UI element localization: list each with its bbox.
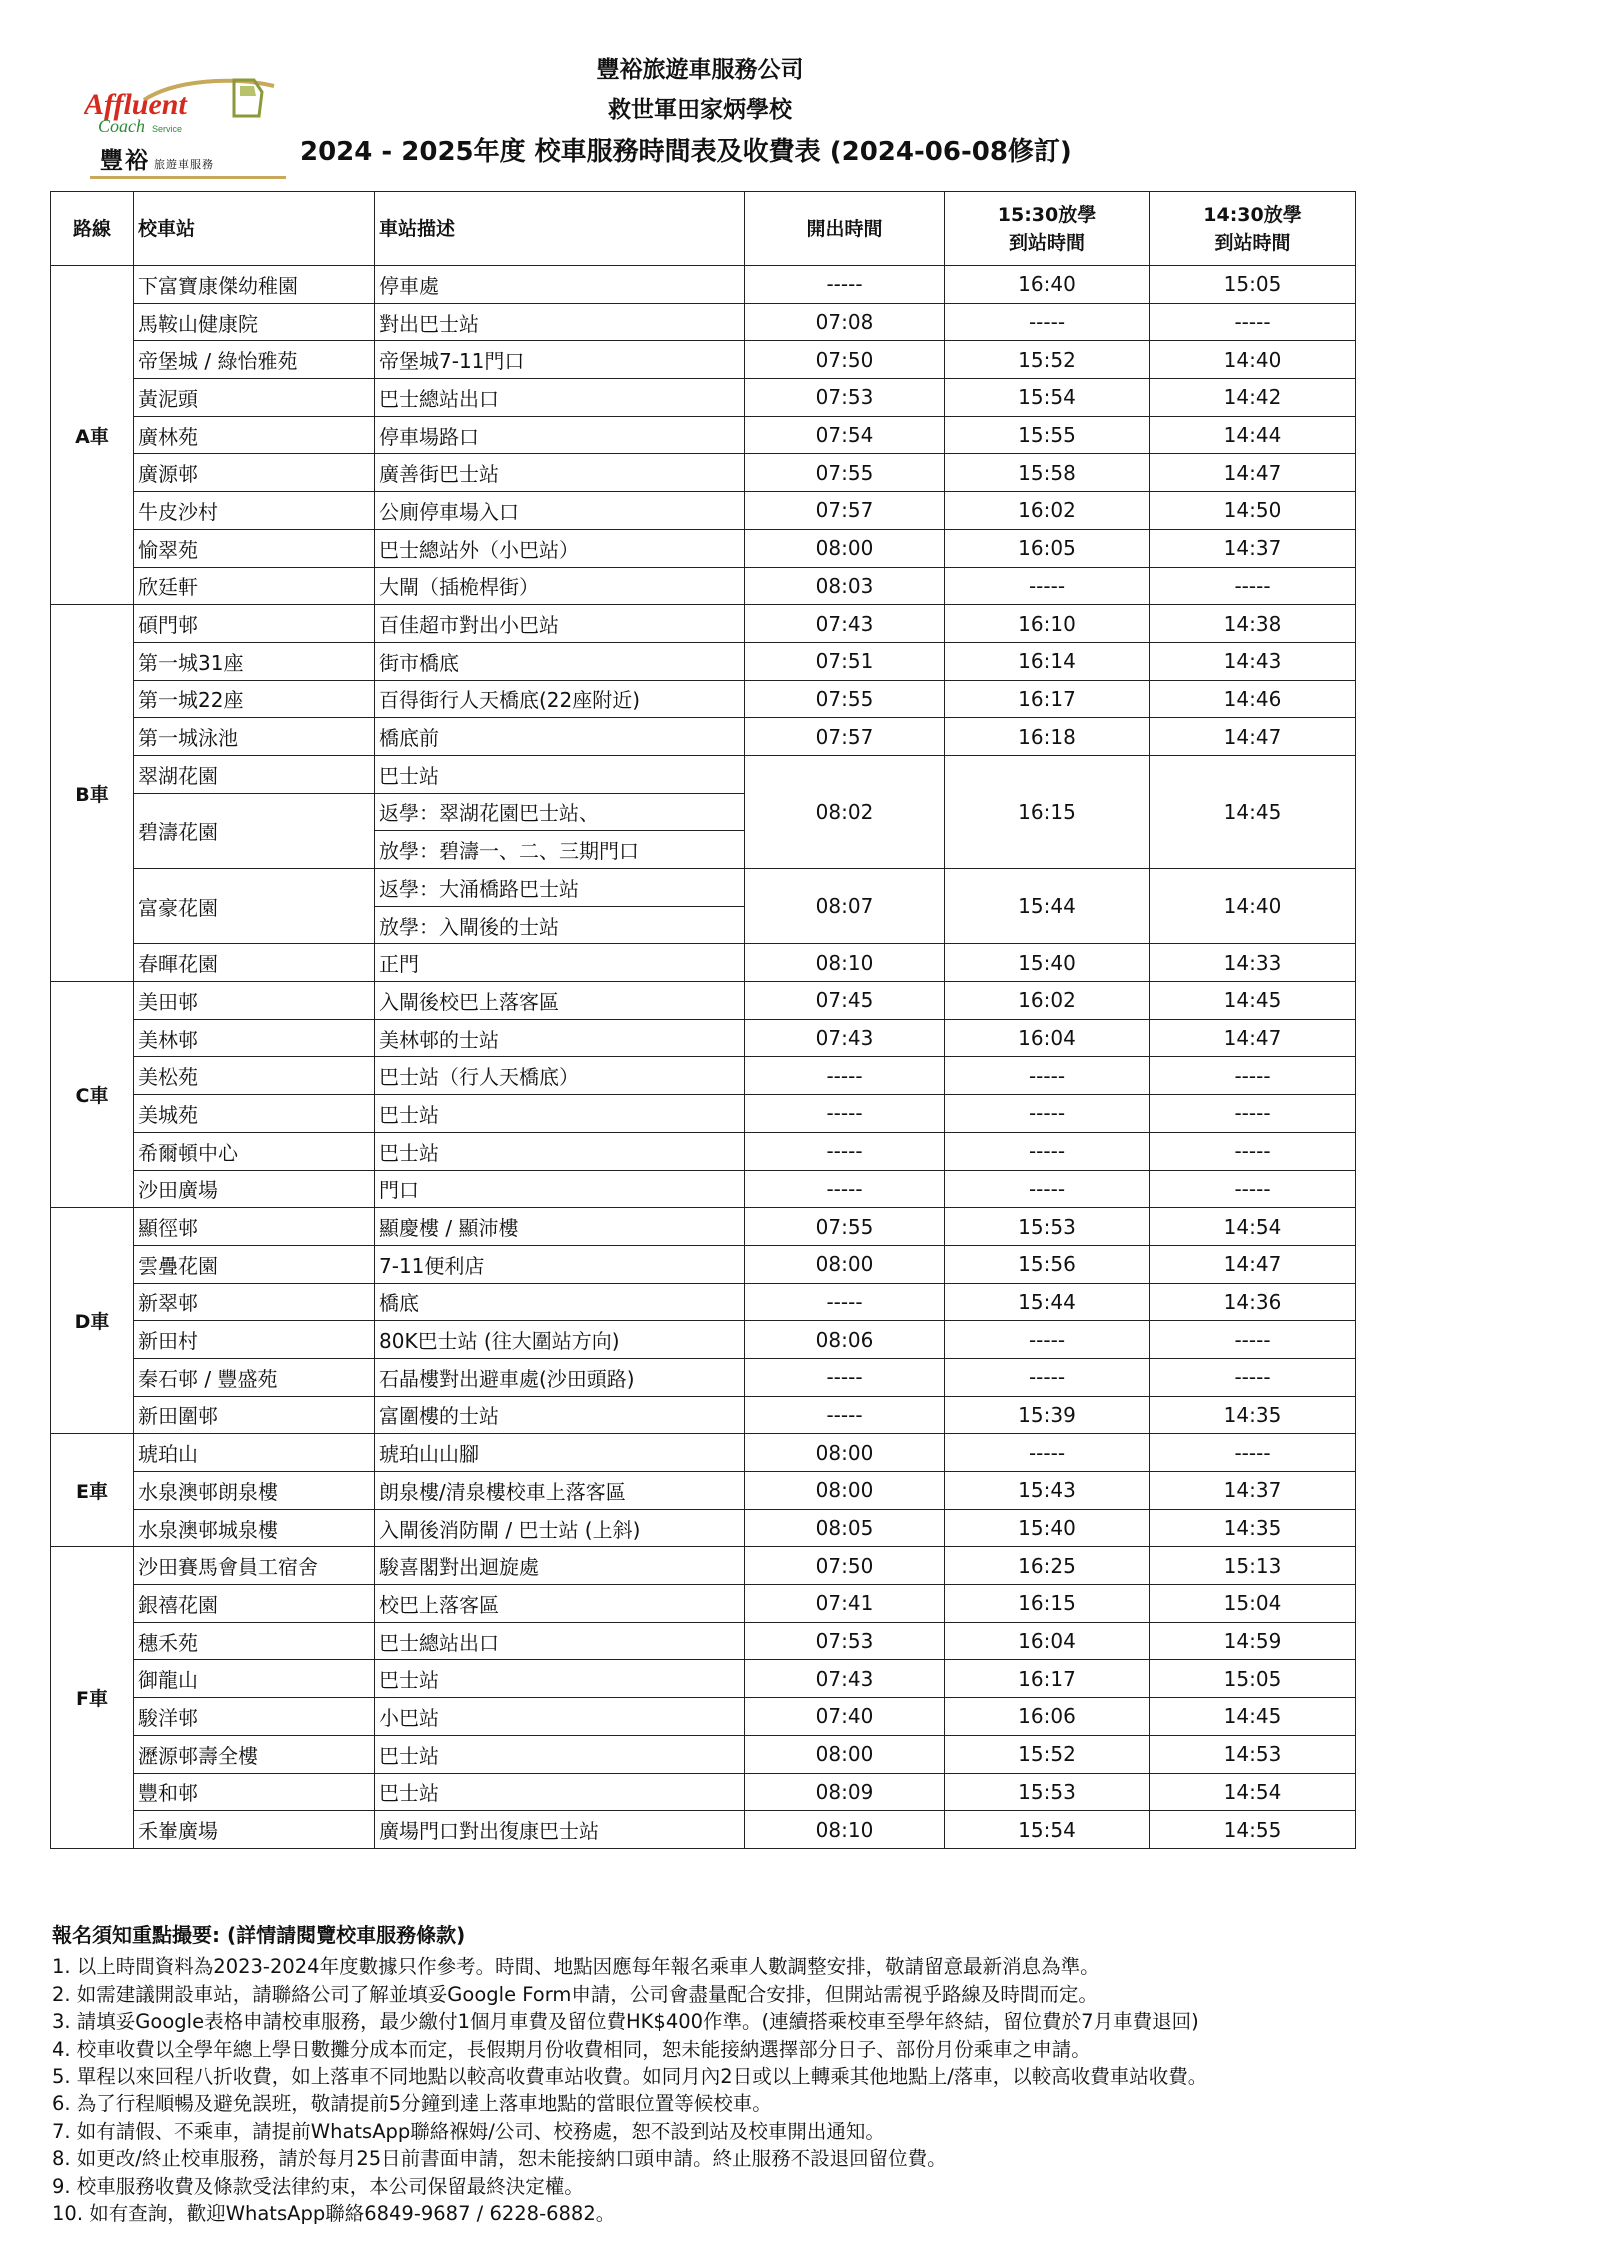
stop-name: 美林邨 — [134, 1019, 375, 1057]
arrive-1430: ----- — [1150, 1321, 1356, 1359]
list-item: 1. 以上時間資料為2023-2024年度數據只作參考。時間、地點因應每年報名乘車人數調整安排，敬請留意最新消息為準。 — [52, 1955, 1100, 1979]
depart-time: ----- — [745, 266, 945, 304]
depart-time: 08:02 — [745, 755, 945, 868]
arrive-1530: 15:53 — [945, 1208, 1150, 1246]
col-header-1530-line2: 到站時間 — [1008, 231, 1085, 254]
arrive-1430: 15:13 — [1150, 1547, 1356, 1585]
list-item: 3. 請填妥Google表格申請校車服務，最少繳付1個月車費及留位費HK$400作準。(連續搭乘校車至學年終結，留位費於7月車費退回) — [52, 2010, 1199, 2034]
stop-name: 廣林苑 — [134, 416, 375, 454]
arrive-1430: 14:54 — [1150, 1773, 1356, 1811]
arrive-1430: 14:35 — [1150, 1396, 1356, 1434]
depart-time: 08:06 — [745, 1321, 945, 1359]
arrive-1430: 14:47 — [1150, 1019, 1356, 1057]
depart-time: 08:10 — [745, 944, 945, 982]
col-header-depart: 開出時間 — [745, 192, 945, 266]
table-row — [51, 680, 1356, 718]
table-row — [51, 1132, 1356, 1170]
table-row — [51, 379, 1356, 417]
arrive-1530: ----- — [945, 1132, 1150, 1170]
depart-time: 07:55 — [745, 680, 945, 718]
stop-desc: 停車處 — [375, 266, 745, 304]
stop-desc: 小巴站 — [375, 1698, 745, 1736]
depart-time: 08:00 — [745, 1472, 945, 1510]
arrive-1530: ----- — [945, 1057, 1150, 1095]
table-row — [51, 1698, 1356, 1736]
stop-desc: 百佳超市對出小巴站 — [375, 605, 745, 643]
col-header-route: 路線 — [51, 192, 134, 266]
arrive-1430: 14:46 — [1150, 680, 1356, 718]
table-row — [51, 454, 1356, 492]
table-row — [51, 1811, 1356, 1849]
arrive-1530: 16:40 — [945, 266, 1150, 304]
depart-time: 07:50 — [745, 341, 945, 379]
stop-name: 富豪花園 — [134, 869, 375, 944]
depart-time: 07:08 — [745, 303, 945, 341]
list-item: 8. 如更改/終止校車服務，請於每月25日前書面申請，恕未能接納口頭申請。終止服務不設退回留位費。 — [52, 2147, 947, 2171]
schedule-table — [50, 191, 1356, 1849]
stop-name: 下富寶康傑幼稚園 — [134, 266, 375, 304]
table-row — [51, 642, 1356, 680]
stop-desc: 正門 — [375, 944, 745, 982]
col-header-stop: 校車站 — [134, 192, 375, 266]
arrive-1530: 16:17 — [945, 680, 1150, 718]
stop-desc: 巴士站 — [375, 1132, 745, 1170]
logo-brand-sub: Coach — [98, 116, 145, 136]
table-row — [51, 605, 1356, 643]
depart-time: 08:00 — [745, 1245, 945, 1283]
route-label-d: D車 — [51, 1208, 134, 1434]
arrive-1430: 14:37 — [1150, 529, 1356, 567]
depart-time: ----- — [745, 1057, 945, 1095]
arrive-1530: ----- — [945, 1358, 1150, 1396]
depart-time: 07:45 — [745, 982, 945, 1020]
table-row — [51, 492, 1356, 530]
notes-list — [52, 1953, 1552, 2227]
table-row — [51, 266, 1356, 304]
arrive-1530: 15:52 — [945, 341, 1150, 379]
stop-name: 御龍山 — [134, 1660, 375, 1698]
depart-time: 07:57 — [745, 718, 945, 756]
table-row — [51, 1208, 1356, 1246]
stop-desc: 入閘後消防閘 / 巴士站 (上斜) — [375, 1509, 745, 1547]
stop-desc: 大閘（插桅桿街） — [375, 567, 745, 605]
stop-desc: 廣善街巴士站 — [375, 454, 745, 492]
arrive-1430: 15:04 — [1150, 1585, 1356, 1623]
arrive-1530: ----- — [945, 1170, 1150, 1208]
document-header — [0, 50, 1400, 174]
arrive-1530: 16:14 — [945, 642, 1150, 680]
depart-time: 07:40 — [745, 1698, 945, 1736]
table-row — [51, 1622, 1356, 1660]
stop-name: 沙田賽馬會員工宿舍 — [134, 1547, 375, 1585]
arrive-1430: 14:59 — [1150, 1622, 1356, 1660]
table-row — [51, 1358, 1356, 1396]
stop-name: 廣源邨 — [134, 454, 375, 492]
table-row — [51, 416, 1356, 454]
depart-time: ----- — [745, 1358, 945, 1396]
depart-time: 07:55 — [745, 1208, 945, 1246]
depart-time: 07:53 — [745, 1622, 945, 1660]
stop-name: 顯徑邨 — [134, 1208, 375, 1246]
stop-name: 翠湖花園 — [134, 755, 375, 793]
depart-time: 08:00 — [745, 529, 945, 567]
logo-brand-sub2: Service — [152, 124, 183, 134]
arrive-1430: 14:45 — [1150, 1698, 1356, 1736]
stop-desc: 巴士站 — [375, 1095, 745, 1133]
stop-name: 黃泥頭 — [134, 379, 375, 417]
table-row — [51, 1585, 1356, 1623]
arrive-1430: 14:54 — [1150, 1208, 1356, 1246]
table-row — [51, 1321, 1356, 1359]
depart-time: 08:00 — [745, 1434, 945, 1472]
list-item: 10. 如有查詢，歡迎WhatsApp聯絡6849-9687 / 6228-6882。 — [52, 2202, 616, 2226]
logo-brand-cn-main: 豐裕 — [100, 148, 150, 174]
stop-name: 水泉澳邨城泉樓 — [134, 1509, 375, 1547]
col-header-1430-line2: 到站時間 — [1214, 231, 1291, 254]
table-row — [51, 529, 1356, 567]
stop-desc: 80K巴士站 (往大圍站方向) — [375, 1321, 745, 1359]
arrive-1530: 16:15 — [945, 755, 1150, 868]
arrive-1430: 14:40 — [1150, 341, 1356, 379]
stop-desc: 百得街行人天橋底(22座附近) — [375, 680, 745, 718]
depart-time: 08:09 — [745, 1773, 945, 1811]
arrive-1430: ----- — [1150, 1170, 1356, 1208]
arrive-1430: 14:36 — [1150, 1283, 1356, 1321]
arrive-1530: 16:04 — [945, 1019, 1150, 1057]
table-row — [51, 718, 1356, 756]
logo-underline — [90, 176, 286, 179]
stop-desc: 朗泉樓/清泉樓校車上落客區 — [375, 1472, 745, 1510]
table-row — [51, 1434, 1356, 1472]
arrive-1530: 15:54 — [945, 379, 1150, 417]
arrive-1530: 16:04 — [945, 1622, 1150, 1660]
arrive-1530: 16:05 — [945, 529, 1150, 567]
depart-time: 07:43 — [745, 605, 945, 643]
arrive-1530: 16:18 — [945, 718, 1150, 756]
arrive-1530: 15:56 — [945, 1245, 1150, 1283]
table-row — [51, 1660, 1356, 1698]
stop-desc: 對出巴士站 — [375, 303, 745, 341]
stop-desc: 顯慶樓 / 顯沛樓 — [375, 1208, 745, 1246]
stop-name: 美城苑 — [134, 1095, 375, 1133]
stop-desc: 巴士站 — [375, 1660, 745, 1698]
stop-desc: 公廁停車場入口 — [375, 492, 745, 530]
table-row — [51, 944, 1356, 982]
arrive-1530: 15:44 — [945, 869, 1150, 944]
arrive-1430: 14:44 — [1150, 416, 1356, 454]
route-label-a: A車 — [51, 266, 134, 605]
arrive-1430: 14:35 — [1150, 1509, 1356, 1547]
stop-desc: 巴士總站外（小巴站） — [375, 529, 745, 567]
stop-desc: 巴士總站出口 — [375, 379, 745, 417]
arrive-1530: 15:55 — [945, 416, 1150, 454]
stop-desc: 帝堡城7-11門口 — [375, 341, 745, 379]
arrive-1430: 14:37 — [1150, 1472, 1356, 1510]
table-row — [51, 341, 1356, 379]
logo-brand-en: Affluent — [84, 88, 187, 121]
stop-desc: 停車場路口 — [375, 416, 745, 454]
arrive-1530: 16:02 — [945, 982, 1150, 1020]
arrive-1430: 14:47 — [1150, 454, 1356, 492]
table-row — [51, 1170, 1356, 1208]
route-label-e: E車 — [51, 1434, 134, 1547]
depart-time: 07:53 — [745, 379, 945, 417]
arrive-1530: 15:40 — [945, 944, 1150, 982]
arrive-1530: 16:02 — [945, 492, 1150, 530]
arrive-1430: 14:53 — [1150, 1735, 1356, 1773]
col-header-1530 — [945, 192, 1150, 266]
arrive-1530: ----- — [945, 1321, 1150, 1359]
table-row — [51, 1472, 1356, 1510]
stop-name: 帝堡城 / 綠怡雅苑 — [134, 341, 375, 379]
stop-name: 美松苑 — [134, 1057, 375, 1095]
stop-name: 駿洋邨 — [134, 1698, 375, 1736]
arrive-1430: ----- — [1150, 1095, 1356, 1133]
stop-desc: 巴士總站出口 — [375, 1622, 745, 1660]
company-name: 豐裕旅遊車服務公司 — [596, 57, 804, 83]
table-row — [51, 982, 1356, 1020]
arrive-1430: 15:05 — [1150, 1660, 1356, 1698]
stop-desc: 7-11便利店 — [375, 1245, 745, 1283]
stop-desc: 放學：入閘後的士站 — [375, 906, 745, 944]
table-header-row — [51, 192, 1356, 266]
arrive-1530: 16:15 — [945, 1585, 1150, 1623]
arrive-1530: 15:39 — [945, 1396, 1150, 1434]
stop-desc: 巴士站 — [375, 1735, 745, 1773]
arrive-1530: ----- — [945, 1434, 1150, 1472]
stop-name: 碧濤花園 — [134, 793, 375, 868]
arrive-1430: ----- — [1150, 1434, 1356, 1472]
arrive-1430: 14:55 — [1150, 1811, 1356, 1849]
logo-brand-cn-sub: 旅遊車服務 — [154, 158, 214, 171]
stop-name: 第一城22座 — [134, 680, 375, 718]
stop-name: 瀝源邨壽全樓 — [134, 1735, 375, 1773]
stop-name: 馬鞍山健康院 — [134, 303, 375, 341]
route-label-f: F車 — [51, 1547, 134, 1849]
arrive-1430: ----- — [1150, 567, 1356, 605]
depart-time: 07:43 — [745, 1019, 945, 1057]
depart-time: 08:10 — [745, 1811, 945, 1849]
stop-desc: 美林邨的士站 — [375, 1019, 745, 1057]
stop-desc: 廣場門口對出復康巴士站 — [375, 1811, 745, 1849]
stop-name: 第一城泳池 — [134, 718, 375, 756]
list-item: 9. 校車服務收費及條款受法律約束，本公司保留最終決定權。 — [52, 2174, 584, 2198]
stop-name: 春暉花園 — [134, 944, 375, 982]
stop-name: 豐和邨 — [134, 1773, 375, 1811]
stop-name: 希爾頓中心 — [134, 1132, 375, 1170]
table-row — [51, 1245, 1356, 1283]
arrive-1530: 15:53 — [945, 1773, 1150, 1811]
stop-desc: 返學：大涌橋路巴士站 — [375, 869, 745, 907]
stop-desc: 入閘後校巴上落客區 — [375, 982, 745, 1020]
list-item: 2. 如需建議開設車站，請聯絡公司了解並填妥Google Form申請，公司會盡量配合安排，但開站需視乎路線及時間而定。 — [52, 1982, 1098, 2006]
table-row — [51, 1509, 1356, 1547]
stop-name: 琥珀山 — [134, 1434, 375, 1472]
arrive-1530: 15:54 — [945, 1811, 1150, 1849]
notes-title: 報名須知重點撮要: (詳情請閱覽校車服務條款) — [52, 1923, 466, 1947]
arrive-1430: 14:33 — [1150, 944, 1356, 982]
arrive-1430: 14:45 — [1150, 755, 1356, 868]
depart-time: 07:51 — [745, 642, 945, 680]
list-item: 7. 如有請假、不乘車，請提前WhatsApp聯絡褓姆/公司、校務處，恕不設到站及校車開出通知。 — [52, 2119, 885, 2143]
arrive-1430: 14:45 — [1150, 982, 1356, 1020]
arrive-1530: 16:10 — [945, 605, 1150, 643]
depart-time: 07:50 — [745, 1547, 945, 1585]
depart-time: ----- — [745, 1132, 945, 1170]
table-row — [51, 1283, 1356, 1321]
col-header-desc: 車站描述 — [375, 192, 745, 266]
school-name: 救世軍田家炳學校 — [608, 97, 792, 123]
table-row — [51, 567, 1356, 605]
stop-desc: 富圍樓的士站 — [375, 1396, 745, 1434]
list-item: 5. 單程以來回程八折收費，如上落車不同地點以較高收費車站收費。如同月內2日或以上轉乘其他地點上/落車，以較高收費車站收費。 — [52, 2065, 1208, 2089]
depart-time: ----- — [745, 1283, 945, 1321]
registration-notes — [52, 1922, 1552, 2227]
stop-name: 欣廷軒 — [134, 567, 375, 605]
stop-name: 牛皮沙村 — [134, 492, 375, 530]
arrive-1530: 15:58 — [945, 454, 1150, 492]
arrive-1430: 14:42 — [1150, 379, 1356, 417]
list-item: 6. 為了行程順暢及避免誤班，敬請提前5分鐘到達上落車地點的當眼位置等候校車。 — [52, 2092, 772, 2116]
route-label-b: B車 — [51, 605, 134, 982]
stop-name: 美田邨 — [134, 982, 375, 1020]
stop-desc: 駿喜閣對出迴旋處 — [375, 1547, 745, 1585]
arrive-1530: 16:17 — [945, 1660, 1150, 1698]
stop-desc: 琥珀山山腳 — [375, 1434, 745, 1472]
arrive-1430: ----- — [1150, 1358, 1356, 1396]
arrive-1430: 14:47 — [1150, 718, 1356, 756]
table-row — [51, 1396, 1356, 1434]
depart-time: 07:43 — [745, 1660, 945, 1698]
document-title: 2024 - 2025年度 校車服務時間表及收費表 (2024-06-08修訂) — [300, 137, 1072, 167]
stop-name: 新翠邨 — [134, 1283, 375, 1321]
list-item: 4. 校車收費以全學年總上學日數攤分成本而定，長假期月份收費相同，恕未能接納選擇部分日子、部份月份乘車之申請。 — [52, 2037, 1091, 2061]
col-header-1430 — [1150, 192, 1356, 266]
stop-name: 雲疊花園 — [134, 1245, 375, 1283]
stop-name: 秦石邨 / 豐盛苑 — [134, 1358, 375, 1396]
depart-time: ----- — [745, 1095, 945, 1133]
stop-desc: 放學：碧濤一、二、三期門口 — [375, 831, 745, 869]
arrive-1530: 16:25 — [945, 1547, 1150, 1585]
stop-desc: 橋底 — [375, 1283, 745, 1321]
table-row — [51, 755, 1356, 793]
arrive-1430: 14:47 — [1150, 1245, 1356, 1283]
stop-desc: 校巴上落客區 — [375, 1585, 745, 1623]
stop-name: 銀禧花園 — [134, 1585, 375, 1623]
arrive-1430: 14:50 — [1150, 492, 1356, 530]
arrive-1430: 14:38 — [1150, 605, 1356, 643]
arrive-1430: 15:05 — [1150, 266, 1356, 304]
stop-name: 第一城31座 — [134, 642, 375, 680]
stop-desc: 巴士站 — [375, 755, 745, 793]
arrive-1430: ----- — [1150, 1132, 1356, 1170]
table-row — [51, 303, 1356, 341]
arrive-1530: 15:40 — [945, 1509, 1150, 1547]
arrive-1530: 15:44 — [945, 1283, 1150, 1321]
arrive-1430: 14:43 — [1150, 642, 1356, 680]
arrive-1430: 14:40 — [1150, 869, 1356, 944]
depart-time: 08:07 — [745, 869, 945, 944]
stop-desc: 門口 — [375, 1170, 745, 1208]
stop-name: 碩門邨 — [134, 605, 375, 643]
stop-desc: 巴士站 — [375, 1773, 745, 1811]
arrive-1530: ----- — [945, 567, 1150, 605]
table-row — [51, 1095, 1356, 1133]
arrive-1530: 15:43 — [945, 1472, 1150, 1510]
arrive-1430: ----- — [1150, 303, 1356, 341]
stop-name: 禾輋廣場 — [134, 1811, 375, 1849]
arrive-1430: ----- — [1150, 1057, 1356, 1095]
stop-name: 沙田廣場 — [134, 1170, 375, 1208]
col-header-1430-line1: 14:30放學 — [1203, 203, 1302, 226]
depart-time: 08:00 — [745, 1735, 945, 1773]
stop-desc: 石晶樓對出避車處(沙田頭路) — [375, 1358, 745, 1396]
table-row — [51, 1773, 1356, 1811]
table-row — [51, 1019, 1356, 1057]
col-header-1530-line1: 15:30放學 — [997, 203, 1097, 226]
route-label-c: C車 — [51, 982, 134, 1208]
depart-time: 08:05 — [745, 1509, 945, 1547]
depart-time: 08:03 — [745, 567, 945, 605]
stop-name: 新田村 — [134, 1321, 375, 1359]
stop-name: 愉翠苑 — [134, 529, 375, 567]
arrive-1530: 16:06 — [945, 1698, 1150, 1736]
stop-desc: 返學：翠湖花園巴士站、 — [375, 793, 745, 831]
depart-time: 07:41 — [745, 1585, 945, 1623]
arrive-1530: 15:52 — [945, 1735, 1150, 1773]
depart-time: 07:57 — [745, 492, 945, 530]
stop-desc: 巴士站（行人天橋底） — [375, 1057, 745, 1095]
stop-desc: 橋底前 — [375, 718, 745, 756]
stop-desc: 街市橋底 — [375, 642, 745, 680]
depart-time: ----- — [745, 1396, 945, 1434]
depart-time: ----- — [745, 1170, 945, 1208]
depart-time: 07:55 — [745, 454, 945, 492]
table-row — [51, 1547, 1356, 1585]
stop-name: 水泉澳邨朗泉樓 — [134, 1472, 375, 1510]
table-row — [51, 869, 1356, 907]
arrive-1530: ----- — [945, 303, 1150, 341]
table-row — [51, 1057, 1356, 1095]
arrive-1530: ----- — [945, 1095, 1150, 1133]
stop-name: 穗禾苑 — [134, 1622, 375, 1660]
depart-time: 07:54 — [745, 416, 945, 454]
table-row — [51, 1735, 1356, 1773]
stop-name: 新田圍邨 — [134, 1396, 375, 1434]
